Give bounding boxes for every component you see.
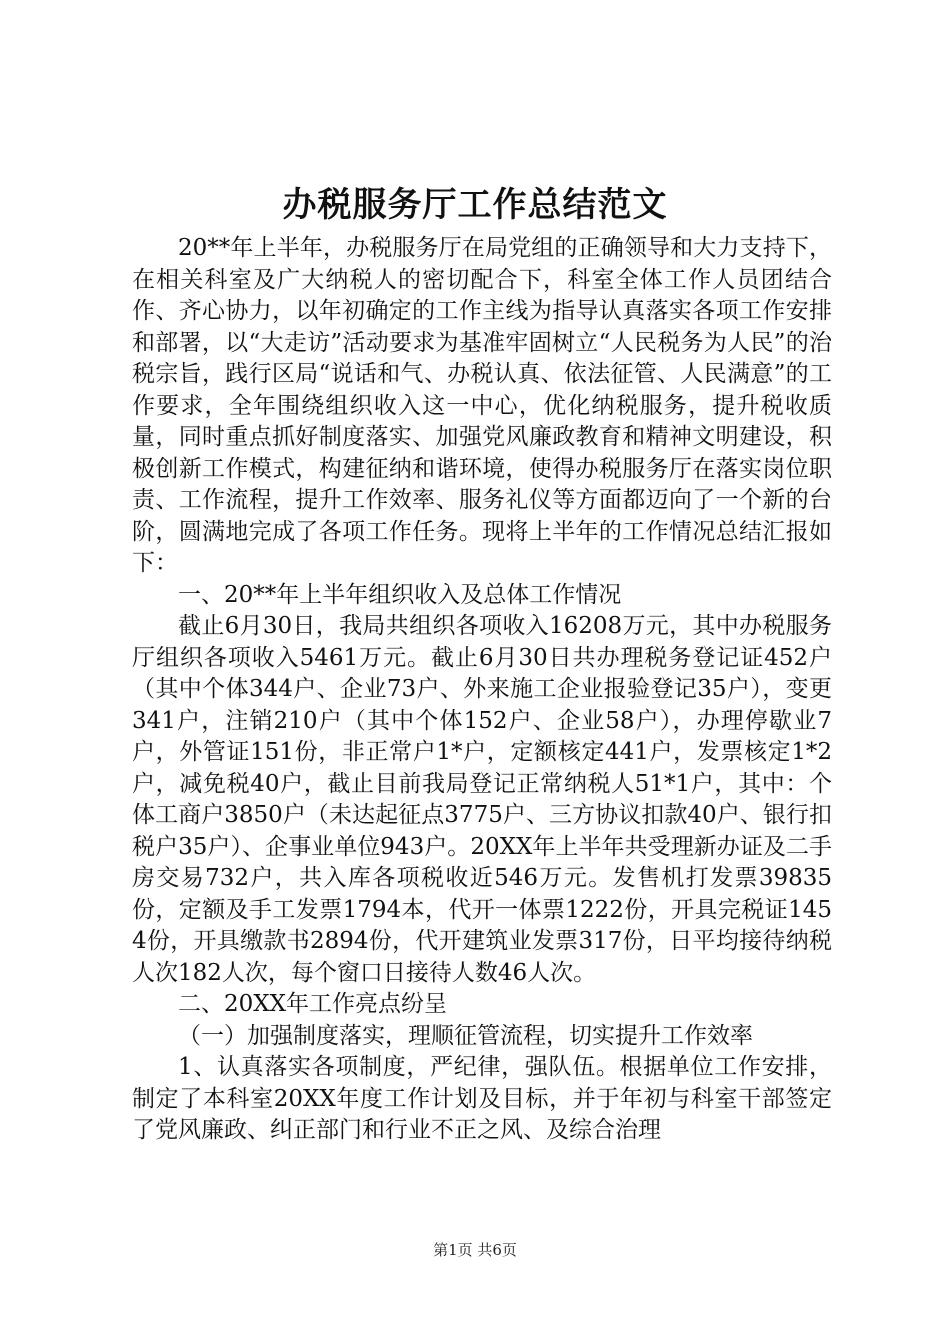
heading-section-two: 二、20XX年工作亮点纷呈 [178, 991, 448, 1017]
paragraph-item-one: 1、认真落实各项制度，严纪律，强队伍。根据单位工作安排，制定了本科室20XX年度工作计划及目标，并于年初与科室干部签定了党风廉政、纠正部门和行业不正之风、及综合治理 [132, 1054, 832, 1143]
heading-section-one: 一、20**年上半年组织收入及总体工作情况 [178, 581, 622, 608]
document-body [132, 233, 832, 1147]
document-title: 办税服务厅工作总结范文 [282, 185, 668, 225]
page-number-footer: 第1页 共6页 [433, 1241, 517, 1259]
paragraph-intro: 20**年上半年，办税服务厅在局党组的正确领导和大力支持下，在相关科室及广大纳税人的密切配合下，科室全体工作人员团结合作、齐心协力，以年初确定的工作主线为指导认真落实各项工作安排和部署，以“大走访”活动要求为基准牢固树立“人民税务为人民”的治税宗旨，践行区局“说话和气、办税认真、依法征管、人民满意”的工作要求，全年围绕组织收入这一中心，优化纳税服务，提升税收质量，同时重点抓好制度落实、加强党风廉政教育和精神文明建设，积极创新工作模式，构建征纳和谐环境，使得办税服务厅在落实岗位职责、工作流程，提升工作效率、服务礼仪等方面都迈向了一个新的台阶，圆满地完成了各项工作任务。现将上半年的工作情况总结汇报如下： [132, 235, 832, 576]
heading-subsection-one: （一）加强制度落实，理顺征管流程，切实提升工作效率 [178, 1022, 753, 1049]
paragraph-revenue-stats: 截止6月30日，我局共组织各项收入16208万元，其中办税服务厅组织各项收入5461万元。截止6月30日共办理税务登记证452户（其中个体344户、企业73户、外来施工企业报验登记35户），变更341户，注销210户（其中个体152户、企业58户），办理停歇业7户，外管证151份，非正常户1*户，定额核定441户，发票核定1*2户，减免税40户，截止目前我局登记正常纳税人51*1户，其中：个体工商户3850户（未达起征点3775户、三方协议扣款40户、银行扣税户35户）、企事业单位943户。20XX年上半年共受理新办证及二手房交易732户，共入库各项税收近546万元。发售机打发票39835份，定额及手工发票1794本，代开一体票1222份，开具完税证1454份，开具缴款书2894份，代开建筑业发票317份，日平均接待纳税人次182人次，每个窗口日接待人数46人次。 [132, 613, 832, 986]
